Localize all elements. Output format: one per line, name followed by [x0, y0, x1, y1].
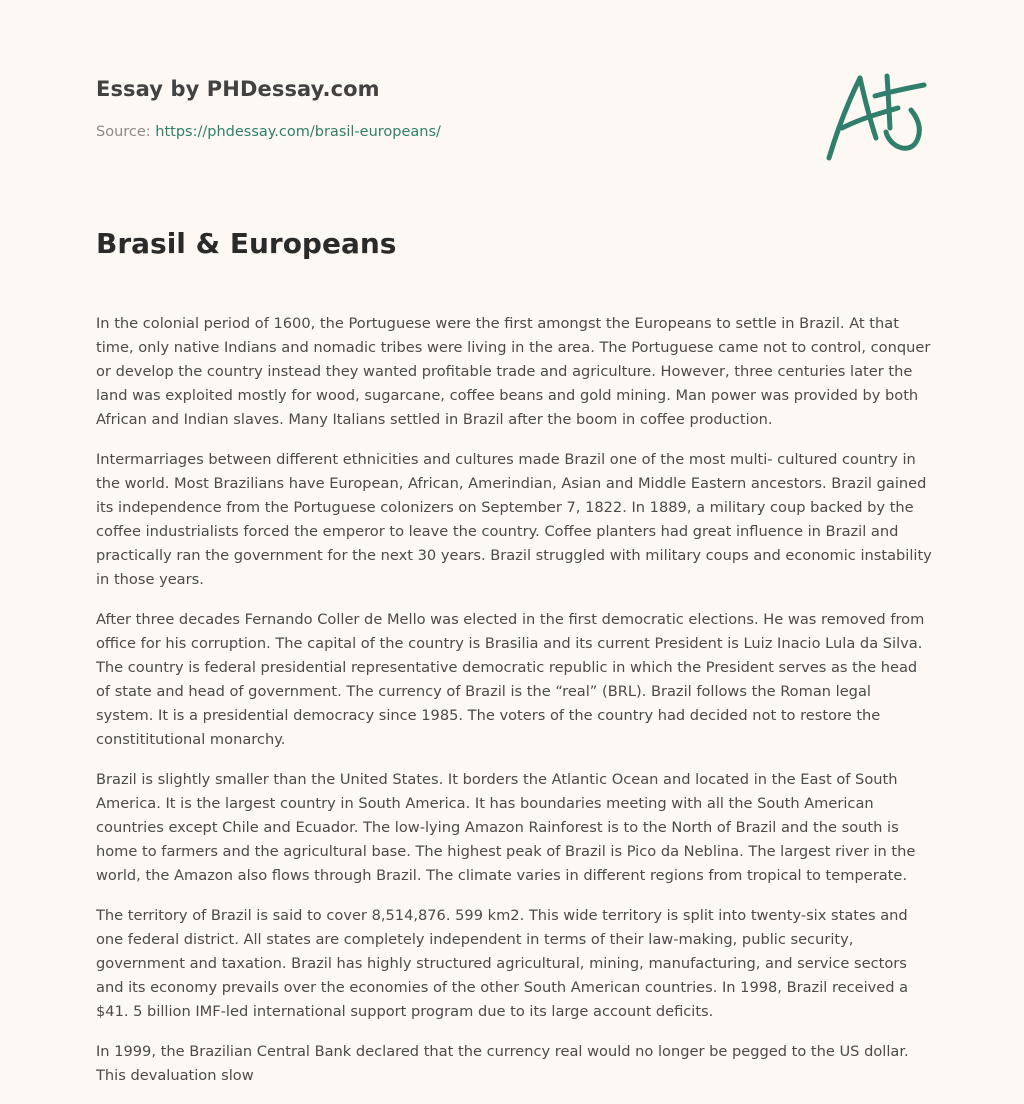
- essay-body: [96, 312, 932, 1104]
- essay-paragraph: After three decades Fernando Coller de Mello was elected in the first democratic elections. He was removed from office for his corruption. The capital of the country is Brasilia and its current President is Luiz Inacio Lula da Silva. The country is federal presidential representative democratic republic in which the President serves as the head of state and head of government. The currency of Brazil is the “real” (BRL). Brazil follows the Roman legal system. It is a presidential democracy since 1985. The voters of the country had decided not to restore the constititutional monarchy.: [96, 611, 925, 748]
- essay-paragraph: Brazil is slightly smaller than the United States. It borders the Atlantic Ocean and located in the East of South America. It is the largest country in South America. It has boundaries meeting with all the South American countries except Chile and Ecuador. The low-lying Amazon Rainforest is to the North of Brazil and the south is home to farmers and the agricultural base. The highest peak of Brazil is Pico da Neblina. The largest river in the world, the Amazon also flows through Brazil. The climate varies in different regions from tropical to temperate.: [96, 771, 916, 884]
- a-plus-grade-icon: [820, 66, 928, 166]
- source-link[interactable]: https://phdessay.com/brasil-europeans/: [155, 124, 441, 140]
- source-line: [96, 124, 441, 140]
- essay-paragraph: In 1999, the Brazilian Central Bank declared that the currency real would no longer be pegged to the US dollar. This devaluation slow: [96, 1043, 909, 1084]
- essay-title: Brasil & Europeans: [96, 227, 397, 260]
- site-title: Essay by PHDessay.com: [96, 77, 380, 101]
- source-label: Source:: [96, 124, 156, 140]
- essay-paragraph: Intermarriages between different ethnicities and cultures made Brazil one of the most multi- cultured country in the world. Most Brazilians have European, African, Amerindian, Asian and Middle Eastern ancestors. Brazil gained its independence from the Portuguese colonizers on September 7, 1822. In 1889, a military coup backed by the coffee industrialists forced the emperor to leave the country. Coffee planters had great influence in Brazil and practically ran the government for the next 30 years. Brazil struggled with military coups and economic instability in those years.: [96, 451, 932, 588]
- essay-paragraph: The territory of Brazil is said to cover 8,514,876. 599 km2. This wide territory is split into twenty-six states and one federal district. All states are completely independent in terms of their law-making, public security, government and taxation. Brazil has highly structured agricultural, mining, manufacturing, and service sectors and its economy prevails over the economies of the other South American countries. In 1998, Brazil received a $41. 5 billion IMF-led international support program due to its large account deficits.: [96, 907, 909, 1020]
- essay-paragraph: In the colonial period of 1600, the Portuguese were the first amongst the Europeans to settle in Brazil. At that time, only native Indians and nomadic tribes were living in the area. The Portuguese came not to control, conquer or develop the country instead they wanted profitable trade and agriculture. However, three centuries later the land was exploited mostly for wood, sugarcane, coffee beans and gold mining. Man power was provided by both African and Indian slaves. Many Italians settled in Brazil after the boom in coffee production.: [96, 315, 931, 428]
